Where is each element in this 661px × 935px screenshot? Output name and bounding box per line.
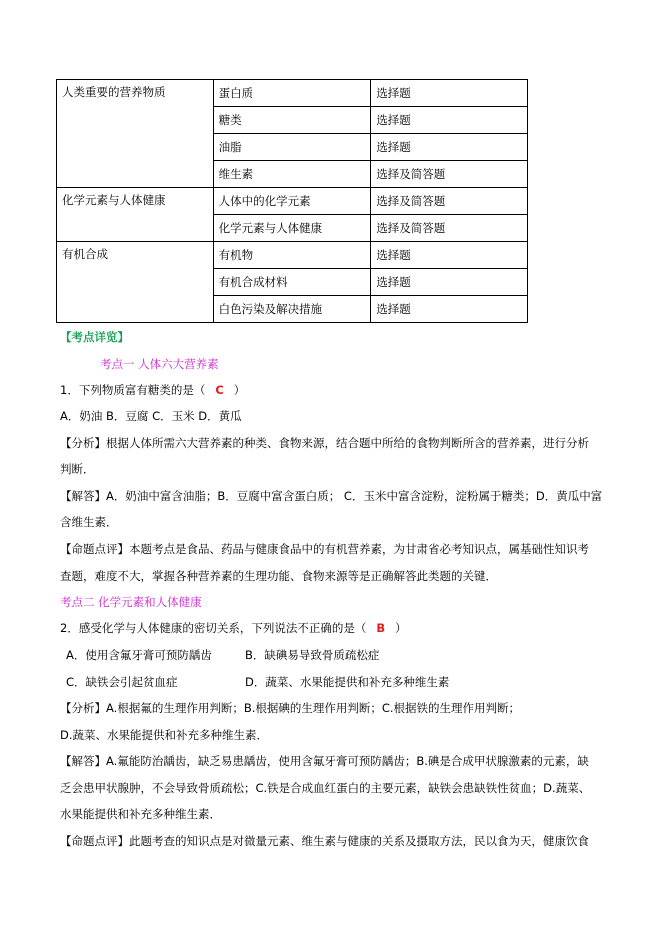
exam-topics-table <box>56 79 528 323</box>
table-category-cell: 人类重要的营养物质 <box>57 80 214 188</box>
question-1-solution: 【解答】A．奶油中富含油脂；B．豆腐中富含蛋白质； C．玉米中富含淀粉，淀粉属于糖类；D．黄瓜中富 <box>60 489 603 503</box>
question-2-option-a: A．使用含氟牙膏可预防龋齿 <box>66 648 212 662</box>
table-topic-cell: 维生素 <box>213 161 371 188</box>
table-row <box>57 242 528 269</box>
question-2-analysis: 【分析】A.根据氟的生理作用判断；B.根据碘的生理作用判断；C.根据铁的生理作用判断； <box>60 701 521 715</box>
table-topic-cell: 有机物 <box>213 242 371 269</box>
question-1-options: A．奶油 B．豆腐 C．玉米 D．黄瓜 <box>60 409 242 423</box>
table-row <box>57 188 528 215</box>
question-1-answer: C <box>215 383 224 397</box>
table-type-cell: 选择及简答题 <box>371 188 528 215</box>
table-type-cell: 选择题 <box>371 80 528 107</box>
question-2-solution-cont: 乏会患甲状腺肿，不会导致骨质疏松；C.铁是合成血红蛋白的主要元素，缺铁会患缺铁性贫血；D.蔬菜、 <box>60 781 591 795</box>
question-1-comment: 【命题点评】本题考点是食品、药品与健康食品中的有机营养素，为甘肃省必考知识点，属基础性知识考 <box>60 542 589 556</box>
question-1-analysis-cont: 判断． <box>60 462 95 476</box>
question-1-close: ） <box>233 383 246 397</box>
table-category-cell: 有机合成 <box>57 242 214 323</box>
table-type-cell: 选择及简答题 <box>371 161 528 188</box>
table-category-cell: 化学元素与人体健康 <box>57 188 214 242</box>
table-topic-cell: 人体中的化学元素 <box>213 188 371 215</box>
question-2-option-d: D．蔬菜、水果能提供和补充多种维生素 <box>245 675 450 689</box>
question-2-solution-cont2: 水果能提供和补充多种维生素． <box>60 807 221 821</box>
question-1-comment-cont: 查题，难度不大，掌握各种营养素的生理功能、食物来源等是正确解答此类题的关键． <box>60 569 497 583</box>
table-type-cell: 选择题 <box>371 296 528 323</box>
question-1-text: 1．下列物质富有糖类的是（ <box>60 383 206 397</box>
table-type-cell: 选择题 <box>371 269 528 296</box>
question-2-answer: B <box>376 621 386 635</box>
table-topic-cell: 糖类 <box>213 107 371 134</box>
section-title: 【考点详览】 <box>60 330 129 344</box>
table-topic-cell: 蛋白质 <box>213 80 371 107</box>
question-1-solution-cont: 含维生素． <box>60 515 118 529</box>
table-row <box>57 80 528 107</box>
question-2-close: ） <box>395 621 407 635</box>
table-type-cell: 选择题 <box>371 242 528 269</box>
table-type-cell: 选择及简答题 <box>371 215 528 242</box>
question-1 <box>60 383 245 397</box>
table-topic-cell: 油脂 <box>213 134 371 161</box>
point1-title: 考点一 人体六大营养素 <box>100 357 219 371</box>
question-2-option-b: B．缺碘易导致骨质疏松症 <box>245 648 380 662</box>
table-topic-cell: 有机合成材料 <box>213 269 371 296</box>
table-type-cell: 选择题 <box>371 107 528 134</box>
table-topic-cell: 白色污染及解决措施 <box>213 296 371 323</box>
point2-title: 考点二 化学元素和人体健康 <box>60 595 202 609</box>
question-2-comment: 【命题点评】此题考查的知识点是对微量元素、维生素与健康的关系及摄取方法，民以食为天，健康饮食 <box>60 834 589 848</box>
question-2-analysis-cont: D.蔬菜、水果能提供和补充多种维生素． <box>60 728 269 742</box>
table-topic-cell: 化学元素与人体健康 <box>213 215 371 242</box>
question-2-text: 2．感受化学与人体健康的密切关系，下列说法不正确的是（ <box>60 621 367 635</box>
question-2-option-c: C．缺铁会引起贫血症 <box>66 675 178 689</box>
table-type-cell: 选择题 <box>371 134 528 161</box>
question-2-solution: 【解答】A.氟能防治龋齿，缺乏易患龋齿，使用含氟牙膏可预防龋齿；B.碘是合成甲状腺激素的元素，缺 <box>60 754 589 768</box>
question-1-analysis: 【分析】根据人体所需六大营养素的种类、食物来源，结合题中所给的食物判断所含的营养素，进行分析 <box>60 436 589 450</box>
question-2 <box>60 621 407 635</box>
